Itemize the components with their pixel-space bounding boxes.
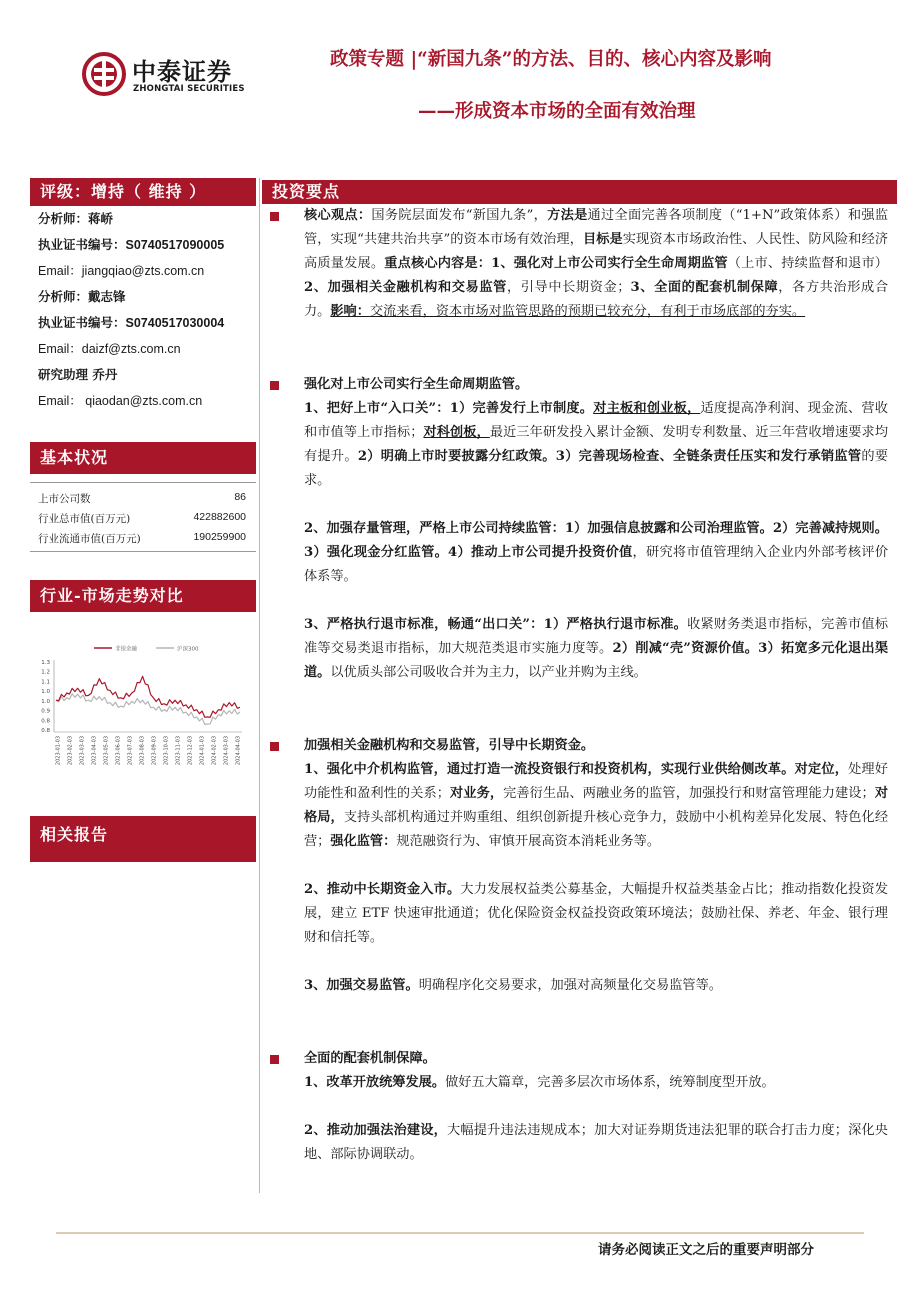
analyst-1-cert: 执业证书编号：S0740517090005 [38,237,225,252]
logo-name-en: ZHONGTAI SECURITIES [133,84,245,94]
y-tick-label: 0.9 [41,708,50,715]
x-tick-label: 2024-04-03 [235,736,242,766]
x-tick-label: 2023-04-03 [91,736,98,766]
assistant-name: 乔丹 [92,367,118,382]
y-tick-label: 1.3 [41,660,50,666]
logo-name-cn: 中泰证券 [132,58,232,86]
y-tick-label: 0.8 [41,718,50,725]
bullet-icon [270,212,279,221]
x-tick-label: 2023-11-03 [175,736,182,766]
section-heading: 加强相关金融机构和交易监管，引导中长期资金。 [304,738,595,753]
zhongtai-logo-icon [82,52,126,96]
analyst-2-name: 戴志锋 [88,289,126,304]
assistant-email-address[interactable]: qiaodan@zts.com.cn [81,394,203,408]
x-tick-label: 2023-12-03 [187,736,194,766]
section-heading: 强化对上市公司实行全生命周期监管。 [304,377,529,392]
report-title: 政策专题 |“新国九条”的方法、目的、核心内容及影响 [330,49,772,70]
x-tick-label: 2023-07-03 [127,736,134,766]
x-tick-label: 2023-09-03 [151,736,158,766]
analyst-1-email: Email：jiangqiao@zts.com.cn [38,264,205,278]
disclaimer-note: 请务必阅读正文之后的重要声明部分 [598,1242,814,1258]
analyst-2-cert: 执业证书编号：S0740517030004 [38,315,225,330]
x-tick-label: 2023-10-03 [163,736,170,766]
legend-label: 非银金融 [115,646,138,653]
analyst-2-role: 分析师：戴志锋 [38,289,126,304]
related-reports-heading: 相关报告 [30,816,256,862]
market-trend-heading: 行业-市场走势对比 [30,580,256,612]
company-logo [82,52,252,100]
column-divider [259,178,260,1193]
y-tick-label: 1.0 [41,698,50,705]
supporting-mechanism-section: 全面的配套机制保障。 1、改革开放统筹发展。做好五大篇章，完善多层次市场体系，统筹制度型开放。 2、推动加强法治建设，大幅提升违法违规成本；加大对证券期货违法犯罪的联合打击力度；深化央地、部际协调联动。 [304,1051,888,1162]
market-trend-chart [30,630,256,766]
y-tick-label: 1.2 [41,669,50,676]
stat-value: 86 [234,491,246,503]
x-tick-label: 2024-03-03 [223,736,230,766]
analyst-1-name: 蒋峤 [88,211,114,226]
y-tick-label: 0.8 [41,728,50,734]
analyst-1-cert-no: S0740517090005 [125,238,225,252]
bullet-icon [270,381,279,390]
stat-divider-top [30,482,256,483]
analyst-2-cert-no: S0740517030004 [125,316,225,330]
y-tick-label: 1.0 [41,689,50,696]
bullet-icon [270,742,279,751]
stat-label: 行业总市值(百万元) [38,513,131,525]
analyst-2-email-address[interactable]: daizf@zts.com.cn [81,342,181,356]
analyst-2-email: Email：daizf@zts.com.cn [38,342,181,356]
x-tick-label: 2023-05-03 [103,736,110,766]
legend-label: 沪深300 [177,646,199,653]
x-tick-label: 2023-08-03 [139,736,146,766]
footer-divider [56,1232,864,1234]
x-tick-label: 2023-06-03 [115,736,122,766]
analyst-1-email-address[interactable]: jiangqiao@zts.com.cn [81,264,205,278]
x-tick-label: 2023-03-03 [79,736,86,766]
assistant-role: 研究助理 乔丹 [38,367,118,382]
stat-divider-bottom [30,551,256,552]
basic-status-heading: 基本状况 [30,442,256,474]
analyst-1-role: 分析师：蒋峤 [38,211,114,226]
assistant-email: Email： qiaodan@zts.com.cn [38,394,203,408]
stat-value: 422882600 [193,511,246,523]
rating-bar: 评级：增持（ 维持 ） [30,178,256,206]
y-tick-label: 1.1 [41,679,50,686]
bullet-icon [270,1055,279,1064]
x-tick-label: 2023-02-03 [67,736,74,766]
stat-label: 行业流通市值(百万元) [38,533,141,545]
stat-label: 上市公司数 [38,493,91,505]
core-view-paragraph: 核心观点：国务院层面发布“新国九条”，方法是通过全面完善各项制度（“1+N”政策体系）和强监管，实现“共建共治共享”的资本市场有效治理，目标是实现资本市场政治性、人民性、防风险和经济高质量发展。重点核心内容是：1、强化对上市公司实行全生命周期监管（上市、持续监督和退市）2、加强相关金融机构和交易监管，引导中长期资金；3、全面的配套机制保障，各方共治形成合力。影响：交流来看，资本市场对监管思路的预期已较充分，有利于市场底部的夯实。 [304,208,889,319]
x-tick-label: 2023-01-03 [55,736,62,766]
stat-value: 190259900 [193,531,246,543]
investment-highlights-heading: 投资要点 [262,180,897,204]
x-tick-label: 2024-02-03 [211,736,218,766]
financial-institution-supervision-section: 加强相关金融机构和交易监管，引导中长期资金。 1、强化中介机构监管，通过打造一流投资银行和投资机构，实现行业供给侧改革。对定位，处理好功能性和盈利性的关系；对业务，完善衍生品、两融业务的监管，加强投行和财富管理能力建设；对格局，支持头部机构通过并购重组、组织创新提升核心竞争力，鼓励中小机构差异化发展、特色化经营；强化监管：规范融资行为、审慎开展高资本消耗业务等。 2、推动中长期资金入市。大力发展权益类公募基金，大幅提升权益类基金占比；推动指数化投资发展，建立 ETF 快速审批通道；优化保险资金权益投资政策环境法；鼓励社保、养老、年金、银行理财和信托等。 3、加强交易监管。明确程序化交易要求，加强对高频量化交易监管等。 [304,738,889,993]
section-heading: 全面的配套机制保障。 [304,1051,436,1066]
x-tick-label: 2024-01-03 [199,736,206,766]
report-subtitle: ——形成资本市场的全面有效治理 [418,101,696,122]
series-line-benchmark [56,694,240,725]
listed-company-supervision-section: 强化对上市公司实行全生命周期监管。 1、把好上市“入口关”：1）完善发行上市制度。对主板和创业板，适度提高净利润、现金流、营收和市值等上市指标；对科创板，最近三年研发投入累计金额、发明专利数量、近三年营收增速要求均有提升。2）明确上市时要披露分红政策。3）完善现场检查、全链条责任压实和发行承销监管的要求。 2、加强存量管理，严格上市公司持续监管：1）加强信息披露和公司治理监管。2）完善减持规则。3）强化现金分红监管。4）推动上市公司提升投资价值，研究将市值管理纳入企业内外部考核评价体系等。 3、严格执行退市标准，畅通“出口关”：1）严格执行退市标准。收紧财务类退市指标，完善市值标准等交易类退市指标，加大规范类退市实施力度等。2）削减“壳”资源价值。3）拓宽多元化退出渠道。以优质头部公司吸收合并为主力，以产业并购为主线。 [304,377,889,680]
